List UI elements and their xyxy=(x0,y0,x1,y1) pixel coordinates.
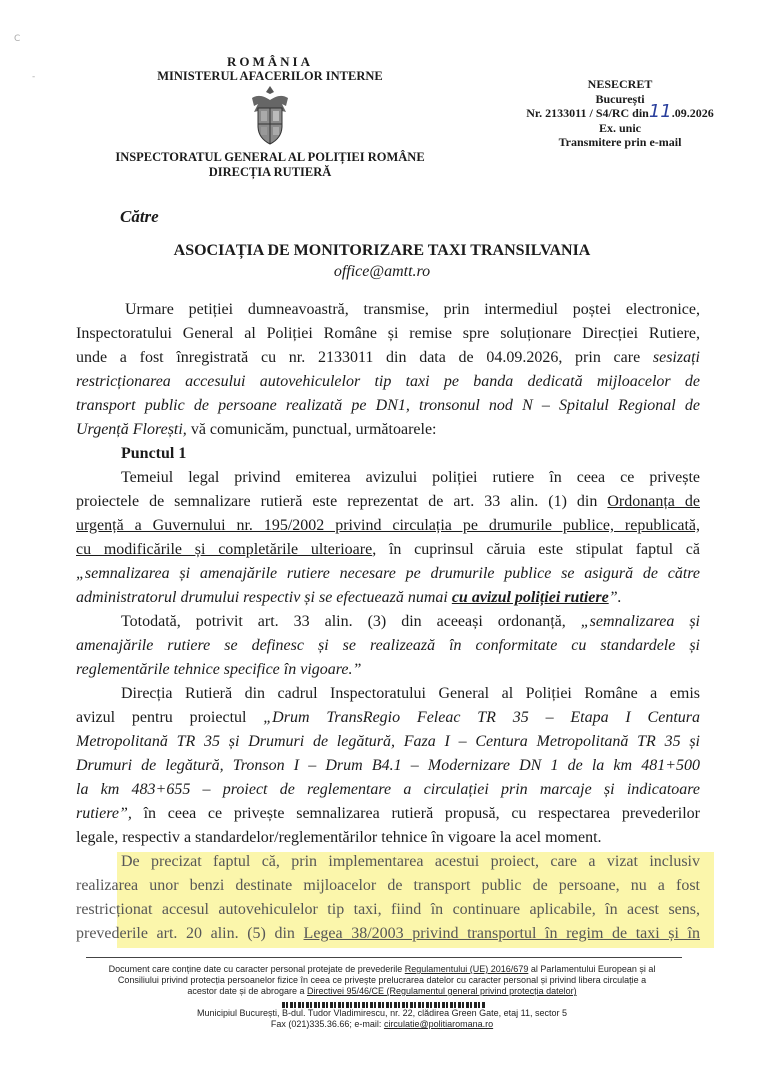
text-line: Totodată, potrivit art. 33 alin. (3) din aceeași ordonanță, „semnalizarea și xyxy=(121,613,700,630)
scan-mark: - xyxy=(32,72,36,82)
text-line: Urmare petiției dumneavoastră, transmise, prin intermediul poștei electronice, xyxy=(125,301,700,318)
text-line: unde a fost înregistrată cu nr. 2133011 din data de 04.09.2026, prin care sesizați xyxy=(76,349,700,366)
law-reference-link: Legea 38/2003 privind transportul în regim de taxi și în xyxy=(303,925,701,942)
text-line: Urgență Florești, vă comunicăm, punctual, următoarele: xyxy=(76,421,437,438)
text-line: Drumuri de legătură, Tronson I – Drum B4.1 – Modernizare DN 1 de la km 481+500 xyxy=(76,757,700,774)
section-heading: Punctul 1 xyxy=(121,445,187,462)
to-label: Către xyxy=(120,207,159,226)
law-reference-link: urgență a Guvernului nr. 195/2002 privind circulația pe drumurile publice, republicată, xyxy=(76,517,700,534)
copies: Ex. unic xyxy=(598,120,641,135)
transmission-method: Transmitere prin e-mail xyxy=(558,135,682,149)
highlighted-line: De precizat faptul că, prin implementarea acestui proiect, care a vizat inclusiv xyxy=(121,853,700,870)
highlighted-line: restricționat accesul autovehiculelor tip taxi, fiind în continuare aplicabile, în acest sens, xyxy=(76,901,700,918)
header-right xyxy=(520,77,720,150)
text-line: proiectele de semnalizare rutieră este reprezentat de art. 33 alin. (1) din Ordonanța de xyxy=(76,493,700,510)
text-line: cu modificările și completările ulterioare, în cuprinsul căruia este stipulat faptul că xyxy=(76,541,701,558)
text-line: rutiere”, în ceea ce privește semnalizarea rutieră propusă, cu respectarea prevederilor xyxy=(76,805,700,822)
footer-divider xyxy=(86,957,682,958)
scan-mark: C xyxy=(14,34,21,44)
addressee-email: office@amtt.ro xyxy=(333,263,431,280)
city: București xyxy=(595,91,645,106)
classification: NESECRET xyxy=(587,77,653,91)
contact-block xyxy=(70,1008,694,1030)
directorate-name: DIRECȚIA RUTIERĂ xyxy=(208,165,332,179)
inspectorate-name: INSPECTORATUL GENERAL AL POLIȚIEI ROMÂNE xyxy=(115,150,425,164)
email-link[interactable]: circulatie@politiaromana.ro xyxy=(383,1019,494,1029)
text-line: avizul pentru proiectul „Drum TransRegio Feleac TR 35 – Etapa I Centura xyxy=(76,709,700,726)
coat-of-arms-icon xyxy=(248,84,292,146)
letter-body xyxy=(76,298,700,946)
ministry-name: MINISTERUL AFACERILOR INTERNE xyxy=(157,69,383,83)
fax-email: Fax (021)335.36.66; e-mail: circulatie@politiaromana.ro xyxy=(270,1019,494,1029)
text-line: restricționarea accesului autovehiculelor tip taxi pe banda dedicată mijloacelor de xyxy=(76,373,700,390)
gdpr-line: acestor date și de abrogare a Directivei 95/46/CE (Regulamentul general privind protecția datelor) xyxy=(187,986,577,996)
law-reference-link: Ordonanța de xyxy=(607,493,700,510)
text-line: Metropolitană TR 35 și Drumuri de legătură, Faza I – Centura Metropolitană TR 35 și xyxy=(76,733,700,750)
text-line: transport public de persoane realizată pe DN1, tronsonul nod N – Spitalul Regional de xyxy=(76,397,700,414)
text-line: Temeiul legal privind emiterea avizului poliției rutiere în ceea ce privește xyxy=(121,469,700,486)
registration-number: Nr. 2133011 / S4/RC din11.09.2026 xyxy=(526,101,714,122)
text-line: legale, respectiv a standardelor/reglementărilor tehnice în vigoare la acel moment. xyxy=(76,829,602,846)
text-line: amenajările rutiere se definesc și se realizează în conformitate cu standardele și xyxy=(76,637,700,654)
highlighted-line: prevederile art. 20 alin. (5) din Legea 38/2003 privind transportul în regim de taxi și în xyxy=(76,925,701,942)
header-directorate xyxy=(110,150,430,180)
gdpr-line: Consiliului privind protecția persoanelor fizice în ceea ce privește prelucrarea datelor cu caracter personal și privind libera circulație a xyxy=(117,975,647,985)
text-line: administratorul drumului respectiv și se efectuează numai cu avizul poliției rutiere”. xyxy=(76,589,622,606)
emphasis-police-approval: cu avizul poliției rutiere xyxy=(451,589,609,606)
gdpr-line: Document care conține date cu caracter personal protejate de prevederile Regulamentului (UE) 2016/679 al Parlamentului European și al xyxy=(108,964,656,974)
country-name: ROMÂNIA xyxy=(227,54,313,69)
text-line: Inspectoratului General al Poliției Române și remise spre soluționare Direcției Rutiere, xyxy=(76,325,700,342)
highlighted-line: realizarea unor benzi destinate mijloacelor de transport public de persoane, nu a fost xyxy=(76,877,700,894)
handwritten-day: 11 xyxy=(648,101,672,122)
text-line: reglementările tehnice specifice în vigoare.” xyxy=(76,661,362,678)
text-line: la km 483+655 – proiect de reglementare a circulației prin marcaje și indicatoare xyxy=(76,781,700,798)
text-line: Direcția Rutieră din cadrul Inspectoratului General al Poliției Române a emis xyxy=(121,685,700,702)
postal-address: Municipiul București, B-dul. Tudor Vladimirescu, nr. 22, clădirea Green Gate, etaj 11, sector 5 xyxy=(196,1008,567,1018)
header-left xyxy=(150,54,390,84)
addressee-name: ASOCIAȚIA DE MONITORIZARE TAXI TRANSILVANIA xyxy=(173,242,591,259)
text-line: „semnalizarea și amenajările rutiere necesare pe drumurile publice se asigură de către xyxy=(76,565,700,582)
gdpr-notice xyxy=(70,964,694,997)
